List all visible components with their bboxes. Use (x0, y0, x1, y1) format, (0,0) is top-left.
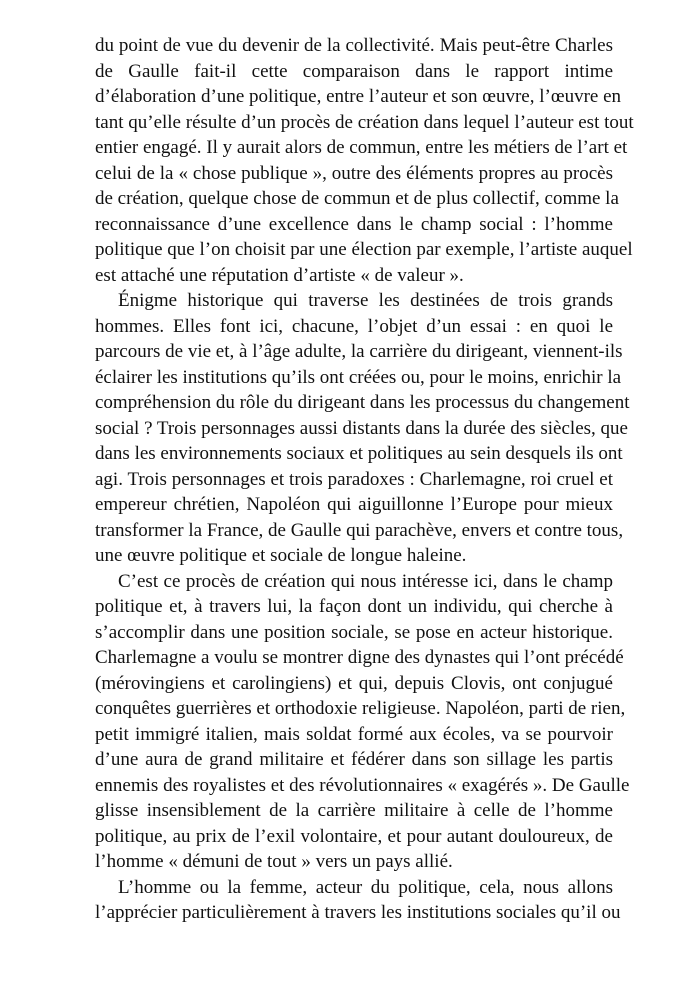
text-line: (mérovingiens et carolingiens) et qui, depuis Clovis, ont conjugué (95, 672, 613, 694)
text-line: C’est ce procès de création qui nous intéresse ici, dans le champ (118, 570, 613, 592)
text-line: éclairer les institutions qu’ils ont créées ou, pour le moins, enrichir la (95, 366, 622, 388)
text-line: L’homme ou la femme, acteur du politique, cela, nous allons (118, 876, 613, 898)
text-line: petit immigré italien, mais soldat formé aux écoles, va se pourvoir (95, 723, 613, 745)
text-line: s’accomplir dans une position sociale, se pose en acteur historique. (95, 621, 613, 643)
text-line: politique, au prix de l’exil volontaire, et pour autant douloureux, de (95, 825, 613, 847)
text-line: celui de la « chose publique », outre des éléments propres au procès (95, 162, 613, 184)
text-line: de création, quelque chose de commun et de plus collectif, comme la (95, 188, 619, 209)
text-line: ennemis des royalistes et des révolutionnaires « exagérés ». De Gaulle (95, 774, 630, 796)
text-line: conquêtes guerrières et orthodoxie religieuse. Napoléon, parti de rien, (95, 698, 626, 719)
text-line: d’élaboration d’une politique, entre l’auteur et son œuvre, l’œuvre en (95, 86, 622, 107)
text-line: reconnaissance d’une excellence dans le champ social : l’homme (95, 213, 613, 235)
text-line: l’homme « démuni de tout » vers un pays allié. (95, 851, 453, 872)
text-line: politique et, à travers lui, la façon dont un individu, qui cherche à (95, 596, 613, 617)
text-line: hommes. Elles font ici, chacune, l’objet d’un essai : en quoi le (95, 315, 613, 337)
text-line: Énigme historique qui traverse les destinées de trois grands (118, 290, 613, 311)
text-line: une œuvre politique et sociale de longue haleine. (95, 545, 467, 566)
text-line: est attaché une réputation d’artiste « de valeur ». (95, 264, 464, 286)
text-line: compréhension du rôle du dirigeant dans les processus du changement (95, 392, 630, 413)
text-line: politique que l’on choisit par une élection par exemple, l’artiste auquel (95, 239, 633, 260)
paragraph (95, 875, 621, 926)
text-line: parcours de vie et, à l’âge adulte, la carrière du dirigeant, viennent-ils (95, 341, 623, 362)
text-line: l’apprécier particulièrement à travers les institutions sociales qu’il ou (95, 902, 621, 923)
paragraph (95, 33, 634, 288)
text-line: Charlemagne a voulu se montrer digne des dynastes qui l’ont précédé (95, 647, 624, 668)
paragraph (95, 569, 630, 875)
text-line: entier engagé. Il y aurait alors de commun, entre les métiers de l’art et (95, 137, 628, 158)
text-line: du point de vue du devenir de la collectivité. Mais peut-être Charles (95, 35, 613, 56)
text-line: tant qu’elle résulte d’un procès de création dans lequel l’auteur est tout (95, 111, 634, 133)
text-line: d’une aura de grand militaire et fédérer dans son sillage les partis (95, 749, 613, 770)
text-line: empereur chrétien, Napoléon qui aiguillonne l’Europe pour mieux (95, 494, 613, 515)
paragraph (95, 288, 630, 569)
text-line: glisse insensiblement de la carrière militaire à celle de l’homme (95, 800, 613, 821)
document-page (95, 33, 634, 926)
text-line: transformer la France, de Gaulle qui parachève, envers et contre tous, (95, 519, 624, 541)
text-line: dans les environnements sociaux et politiques au sein desquels ils ont (95, 443, 623, 464)
text-line: social ? Trois personnages aussi distants dans la durée des siècles, que (95, 417, 628, 439)
text-line: agi. Trois personnages et trois paradoxes : Charlemagne, roi cruel et (95, 468, 613, 490)
text-line: de Gaulle fait-il cette comparaison dans le rapport intime (95, 60, 613, 82)
